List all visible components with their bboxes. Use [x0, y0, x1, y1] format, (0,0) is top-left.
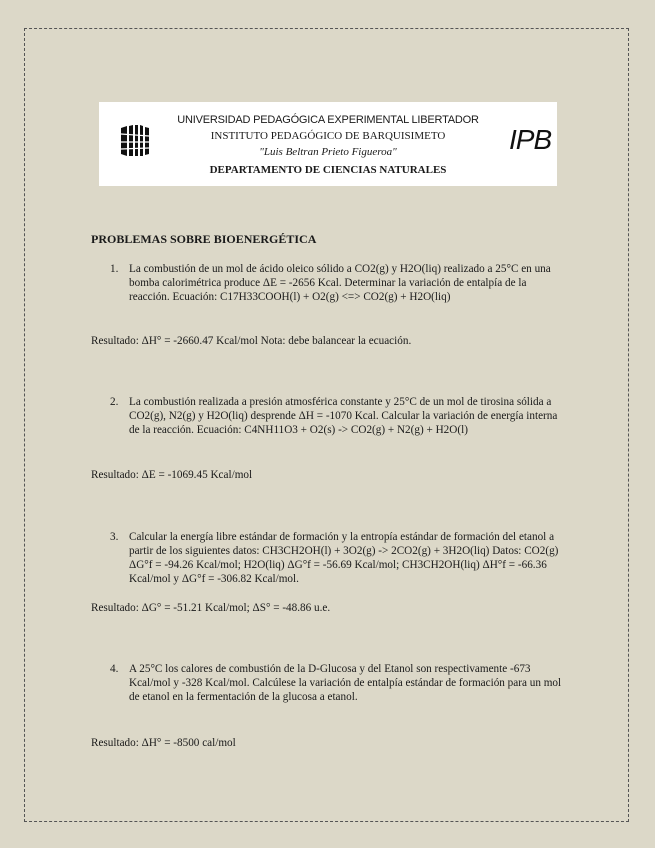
problem-number: 1. — [110, 263, 119, 275]
document-title: PROBLEMAS SOBRE BIOENERGÉTICA — [91, 232, 317, 246]
header-university: UNIVERSIDAD PEDAGÓGICA EXPERIMENTAL LIBERTADOR — [177, 114, 479, 126]
problem-text: La combustión realizada a presión atmosférica constante y 25°C de un mol de tirosina sólida a CO2(g), N2(g) y H2O(liq) desprende ΔH = -1070 Kcal. Calcular la variación de energía interna de la reacción. Ecuación: C4NH11O3 + O2(s) -> CO2(g) + N2(g) + H2O(l) — [129, 396, 558, 436]
problem-1-result: Resultado: ΔH° = -2660.47 Kcal/mol Nota: debe balancear la ecuación. — [91, 335, 412, 347]
header-institute: INSTITUTO PEDAGÓGICO DE BARQUISIMETO — [210, 130, 446, 142]
ipb-logo: IPB — [509, 124, 552, 155]
problem-text: Calcular la energía libre estándar de formación y la entropía estándar de formación del etanol a partir de los siguientes datos: CH3CH2OH(l) + 3O2(g) -> 2CO2(g) + 3H2O(liq) Datos: CO2(g) ΔG°f = -94.26 Kcal/mol; H2O(liq) ΔG°f = -56.69 Kcal/mol; CH3CH2OH(liq) ΔH°f = -66.36 Kcal/mol y ΔG°f = -306.82 Kcal/mol. — [129, 531, 559, 585]
header-honoree: "Luis Beltran Prieto Figueroa" — [259, 146, 397, 158]
problem-number: 3. — [110, 531, 119, 543]
header-department: DEPARTAMENTO DE CIENCIAS NATURALES — [209, 164, 447, 176]
problem-4-result: Resultado: ΔH° = -8500 cal/mol — [91, 737, 236, 749]
problem-2-result: Resultado: ΔE = -1069.45 Kcal/mol — [91, 469, 253, 481]
problem-number: 4. — [110, 663, 119, 675]
problem-number: 2. — [110, 396, 119, 408]
problem-3-result: Resultado: ΔG° = -51.21 Kcal/mol; ΔS° = -48.86 u.e. — [91, 602, 331, 614]
problem-text: A 25°C los calores de combustión de la D-Glucosa y del Etanol son respectivamente -673 Kcal/mol y -328 Kcal/mol. Calcúlese la variación de entalpía estándar de formación para un mol de etanol en la fermentación de la glucosa a etanol. — [129, 663, 562, 703]
institution-header — [99, 102, 557, 186]
problem-text: La combustión de un mol de ácido oleico sólido a CO2(g) y H2O(liq) realizado a 25°C en una bomba calorimétrica produce ΔE = -2656 Kcal. Determinar la variación de entalpía de la reacción. Ecuación: C17H33COOH(l) + O2(g) <=> CO2(g) + H2O(liq) — [129, 263, 551, 303]
